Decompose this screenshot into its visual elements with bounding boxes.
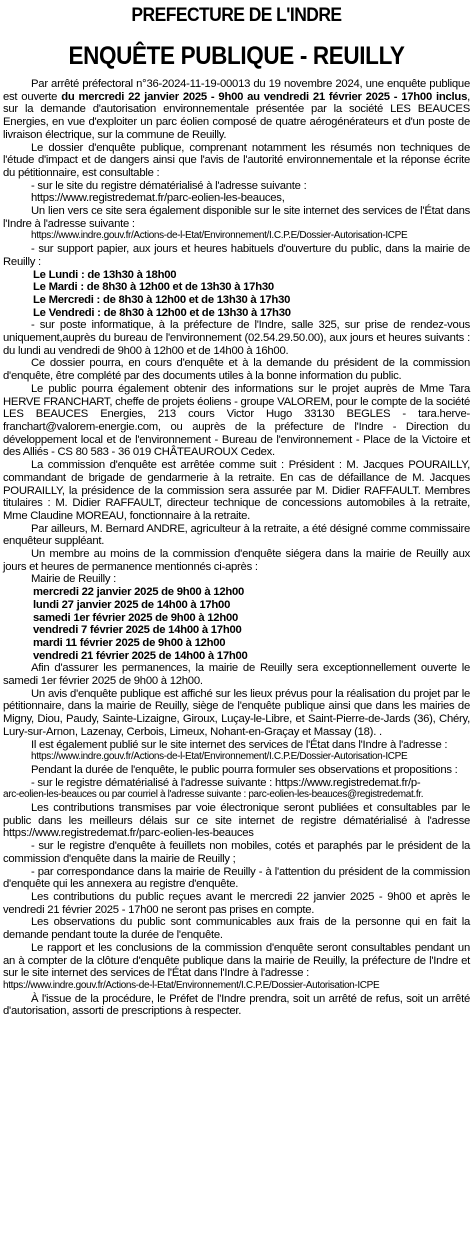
dossier-demat-url: https://www.registredemat.fr/parc-eolien-les-beauces, (31, 192, 285, 205)
registre-demat-line-cont: arc-eolien-les-beauces ou par courriel à l'adresse suivante : parc-eolien-les-beauces@registredemat.fr. (3, 789, 424, 801)
dossier-link-paragraph: Un lien vers ce site sera également disponible sur le site internet des services de l'État dans l'Indre à l'adresse suivante : (3, 205, 470, 230)
dossier-demat-line: - sur le site du registre dématérialisé à l'adresse suivante : (31, 179, 307, 192)
contributions-paragraph: Les contributions transmises par voie électronique seront publiées et consultables par le public dans les meilleurs délais sur ce site internet de registre dématérialisé à l'adresse https://www.registredemat.fr/parc-eolien-les-beauces (3, 802, 470, 840)
permanence-item: lundi 27 janvier 2025 de 14h00 à 17h00 (33, 598, 231, 611)
prefecture-url-3: https://www.indre.gouv.fr/Actions-de-l-Etat/Environnement/I.C.P.E/Dossier-Autorisation-ICPE (3, 979, 380, 991)
information-contact-paragraph: Le public pourra également obtenir des informations sur le projet auprès de Mme Tara HERVE FRANCHART, cheffe de projets éoliens - groupe VALOREM, pour le compte de la société LES BEAUCES Energies, 213 cours Victor Hugo 33130 BEGLES - tara.herve-franchart@valorem-energie.com, ou auprès de la préfecture de l'Indre - Direction du développement local et de l'environnement - Bureau de l'environnement - Place de la Victoire et des Alliés - CS 80 583 - 36 019 CHÂTEAUROUX Cedex. (3, 382, 470, 459)
notice-title: PREFECTURE DE L'INDRE (131, 5, 342, 26)
samedi-opening-paragraph: Afin d'assurer les permanences, la mairie de Reuilly sera exceptionnellement ouverte le samedi 1er février 2025 de 9h00 à 12h00. (3, 662, 470, 688)
permanence-item: vendredi 7 février 2025 de 14h00 à 17h00 (33, 624, 242, 637)
permanence-item: mercredi 22 janvier 2025 de 9h00 à 12h00 (33, 586, 245, 599)
hours-item: Le Mercredi : de 8h30 à 12h00 et de 13h30 à 17h30 (33, 293, 291, 306)
permanence-intro-paragraph: Un membre au moins de la commission d'enquête siégera dans la mairie de Reuilly aux jours et heures de permanence mentionnés ci-après : (3, 548, 470, 573)
registre-papier-paragraph: - sur le registre d'enquête à feuillets non mobiles, cotés et paraphés par le président de la commission d'enquête dans la mairie de Reuilly ; (3, 840, 470, 865)
permanence-item: vendredi 21 février 2025 de 14h00 à 17h00 (33, 649, 248, 662)
enquiry-dates: du mercredi 22 janvier 2025 - 9h00 au vendredi 21 février 2025 - 17h00 inclus (61, 90, 468, 103)
notice-subtitle: ENQUÊTE PUBLIQUE - REUILLY (68, 42, 405, 70)
hours-item: Le Lundi : de 13h30 à 18h00 (33, 268, 177, 281)
delais-paragraph: Les contributions du public reçues avant le mercredi 22 janvier 2025 - 9h00 et après le vendredi 21 février 2025 - 17h00 ne seront pas prises en compte. (3, 891, 470, 916)
suppleant-paragraph: Par ailleurs, M. Bernard ANDRE, agriculteur à la retraite, a été désigné comme commissaire enquêteur suppléant. (3, 522, 470, 548)
notice-body (3, 78, 470, 1018)
registre-demat-line: - sur le registre dématérialisé à l'adresse suivante : https://www.registredemat.fr/p- (31, 776, 421, 789)
intro-paragraph (3, 78, 470, 142)
poste-informatique-paragraph: - sur poste informatique, à la préfecture de l'Indre, salle 325, sur prise de rendez-vous uniquement,auprès du bureau de l'environnement (02.54.29.50.00), aux jours et heures suivants : du lundi au vendredi de 9h00 à 12h00 et de 14h00 à 16h00. (3, 319, 470, 357)
hours-item: Le Mardi : de 8h30 à 12h00 et de 13h30 à 17h30 (33, 281, 274, 294)
permanences-list (3, 586, 470, 662)
dossier-paragraph: Le dossier d'enquête publique, comprenant notamment les résumés non techniques de l'étude d'impact et de dangers ainsi que l'avis de l'autorité environnementale et la réponse écrite du pétitionnaire, est consultable : (3, 141, 470, 179)
observations-intro-paragraph: Pendant la durée de l'enquête, le public pourra formuler ses observations et propositions : (31, 763, 458, 776)
prefecture-url-2: https://www.indre.gouv.fr/Actions-de-l-Etat/Environnement/I.C.P.E/Dossier-Autorisation-ICPE (31, 751, 408, 763)
commission-paragraph: La commission d'enquête est arrêtée comme suit : Président : M. Jacques POURAILLY, commandant de brigade de gendarmerie à la retraite. En cas de défaillance de M. Jacques POURAILLY, la présidence de la commission sera assurée par M. Didier RAFFAULT. Membres titulaires : M. Didier RAFFAULT, directeur technique de concessions automobiles à la retraite, Mme Claudine MOREAU, fonctionnaire à la retraite. (3, 459, 470, 522)
dossier-paper-line: - sur support papier, aux jours et heures habituels d'ouverture du public, dans la mairie de Reuilly : (3, 243, 470, 268)
permanence-item: samedi 1er février 2025 de 9h00 à 12h00 (33, 611, 239, 624)
hours-item: Le Vendredi : de 8h30 à 12h00 et de 13h30 à 17h30 (33, 306, 291, 319)
frais-paragraph: Les observations du public sont communicables aux frais de la personne qui en fait la demande pendant toute la durée de l'enquête. (3, 916, 470, 942)
permanence-item: mardi 11 février 2025 de 9h00 à 12h00 (33, 636, 226, 649)
prefecture-url-1: https://www.indre.gouv.fr/Actions-de-l-Etat/Environnement/I.C.P.E/Dossier-Autorisation-ICPE (31, 230, 408, 242)
correspondance-paragraph: - par correspondance dans la mairie de Reuilly - à l'attention du président de la commission d'enquête qui les annexera au registre d'enquête. (3, 865, 470, 891)
issue-paragraph: À l'issue de la procédure, le Préfet de l'Indre prendra, soit un arrêté de refus, soit un arrêté d'autorisation, assorti de prescriptions à respecter. (3, 992, 470, 1018)
opening-hours (3, 269, 470, 320)
rapport-paragraph: Le rapport et les conclusions de la commission d'enquête seront consultables pendant un an à compter de la clôture d'enquête publique dans la mairie de Reuilly, la préfecture de l'Indre et sur le site internet des services de l'État dans l'Indre à l'adresse : (3, 941, 470, 980)
intro-text: Par arrêté préfectoral n°36-2024-11-19-00013 du 19 novembre 2024, une enquête publique est ouverte (3, 78, 470, 103)
avis-affichage-paragraph: Un avis d'enquête publique est affiché sur les lieux prévus pour la réalisation du projet par le pétitionnaire, dans la mairie de Reuilly, siège de l'enquête publique ainsi que dans les mairies de Migny, Diou, Paudy, Sainte-Lizaigne, Giroux, Luçay-le-Libre, et Saint-Pierre-de-Jards (36), Chéry, Lury-sur-Arnon, Lazenay, Cerbois, Limeux, Nohant-en-Graçay et Massay (18). . (3, 687, 470, 738)
publication-paragraph: Il est également publié sur le site internet des services de l'État dans l'Indre à l'adresse : (31, 738, 448, 751)
intro-text-end: , sur la demande d'autorisation environnementale présentée par la société LES BEAUCES Energies, en vue d'exploiter un parc éolien composé de quatre aérogénérateurs et d'un poste de livraison électrique, sur la commune de Reuilly. (3, 90, 470, 141)
mairie-label: Mairie de Reuilly : (31, 573, 117, 586)
dossier-complement-paragraph: Ce dossier pourra, en cours d'enquête et à la demande du président de la commission d'enquête, être complété par des documents utiles à la bonne information du public. (3, 357, 470, 383)
